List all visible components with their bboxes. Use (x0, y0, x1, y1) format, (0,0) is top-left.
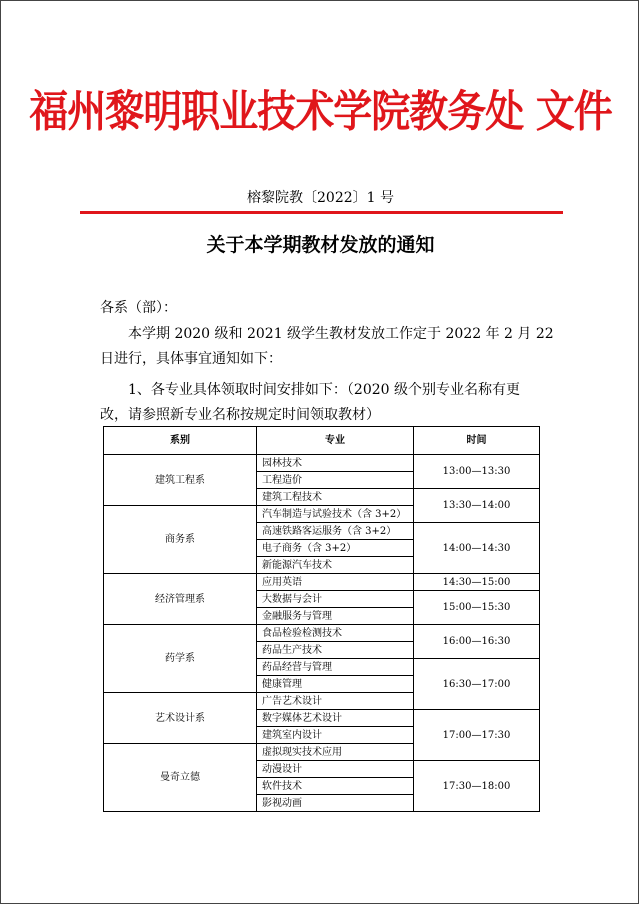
major-cell: 影视动画 (257, 795, 414, 812)
department-cell: 经济管理系 (104, 574, 257, 625)
schedule-table (103, 426, 540, 812)
table-row (104, 625, 540, 642)
major-cell: 健康管理 (257, 676, 414, 693)
department-cell: 药学系 (104, 625, 257, 693)
item-1-line-1: 1、各专业具体领取时间安排如下：（2020 级个别专业名称有更 (128, 382, 520, 398)
major-cell: 药品生产技术 (257, 642, 414, 659)
major-cell: 动漫设计 (257, 761, 414, 778)
major-cell: 广告艺术设计 (257, 693, 414, 710)
department-cell: 商务系 (104, 506, 257, 574)
time-cell: 14:30—15:00 (414, 574, 540, 591)
major-cell: 虚拟现实技术应用 (257, 744, 414, 761)
time-cell: 17:00—17:30 (414, 710, 540, 761)
major-cell: 园林技术 (257, 455, 414, 472)
major-cell: 软件技术 (257, 778, 414, 795)
major-cell: 建筑工程技术 (257, 489, 414, 506)
document-number: 榕黎院教〔2022〕1 号 (247, 190, 394, 206)
major-cell: 金融服务与管理 (257, 608, 414, 625)
table-row (104, 574, 540, 591)
major-cell: 汽车制造与试验技术（含 3+2） (257, 506, 414, 523)
red-divider-line (80, 211, 563, 214)
body-line-2: 日进行，具体事宜通知如下： (100, 351, 282, 367)
major-cell: 高速铁路客运服务（含 3+2） (257, 523, 414, 540)
item-1-line-2: 改，请参照新专业名称按规定时间领取教材） (100, 407, 380, 423)
header-time: 时间 (414, 427, 540, 455)
department-cell: 建筑工程系 (104, 455, 257, 506)
table-header-row (104, 427, 540, 455)
time-cell: 14:00—14:30 (414, 523, 540, 574)
major-cell: 食品检验检测技术 (257, 625, 414, 642)
time-cell: 13:00—13:30 (414, 455, 540, 489)
greeting: 各系（部）： (100, 300, 177, 316)
table-row (104, 455, 540, 472)
notice-title: 关于本学期教材发放的通知 (206, 234, 435, 256)
major-cell: 大数据与会计 (257, 591, 414, 608)
time-cell: 13:30—14:00 (414, 489, 540, 523)
major-cell: 数字媒体艺术设计 (257, 710, 414, 727)
major-cell: 电子商务（含 3+2） (257, 540, 414, 557)
header-department: 系别 (104, 427, 257, 455)
time-cell: 16:00—16:30 (414, 625, 540, 659)
major-cell: 工程造价 (257, 472, 414, 489)
major-cell: 药品经营与管理 (257, 659, 414, 676)
major-cell: 应用英语 (257, 574, 414, 591)
department-cell: 艺术设计系 (104, 693, 257, 744)
header-major: 专业 (257, 427, 414, 455)
department-cell: 曼奇立德 (104, 744, 257, 812)
time-cell: 16:30—17:00 (414, 659, 540, 710)
time-cell: 15:00—15:30 (414, 591, 540, 625)
major-cell: 新能源汽车技术 (257, 557, 414, 574)
time-cell: 17:30—18:00 (414, 761, 540, 812)
major-cell: 建筑室内设计 (257, 727, 414, 744)
body-line-1: 本学期 2020 级和 2021 级学生教材发放工作定于 2022 年 2 月 22 (128, 326, 554, 342)
document-header-title: 福州黎明职业技术学院教务处 文件 (29, 87, 612, 138)
